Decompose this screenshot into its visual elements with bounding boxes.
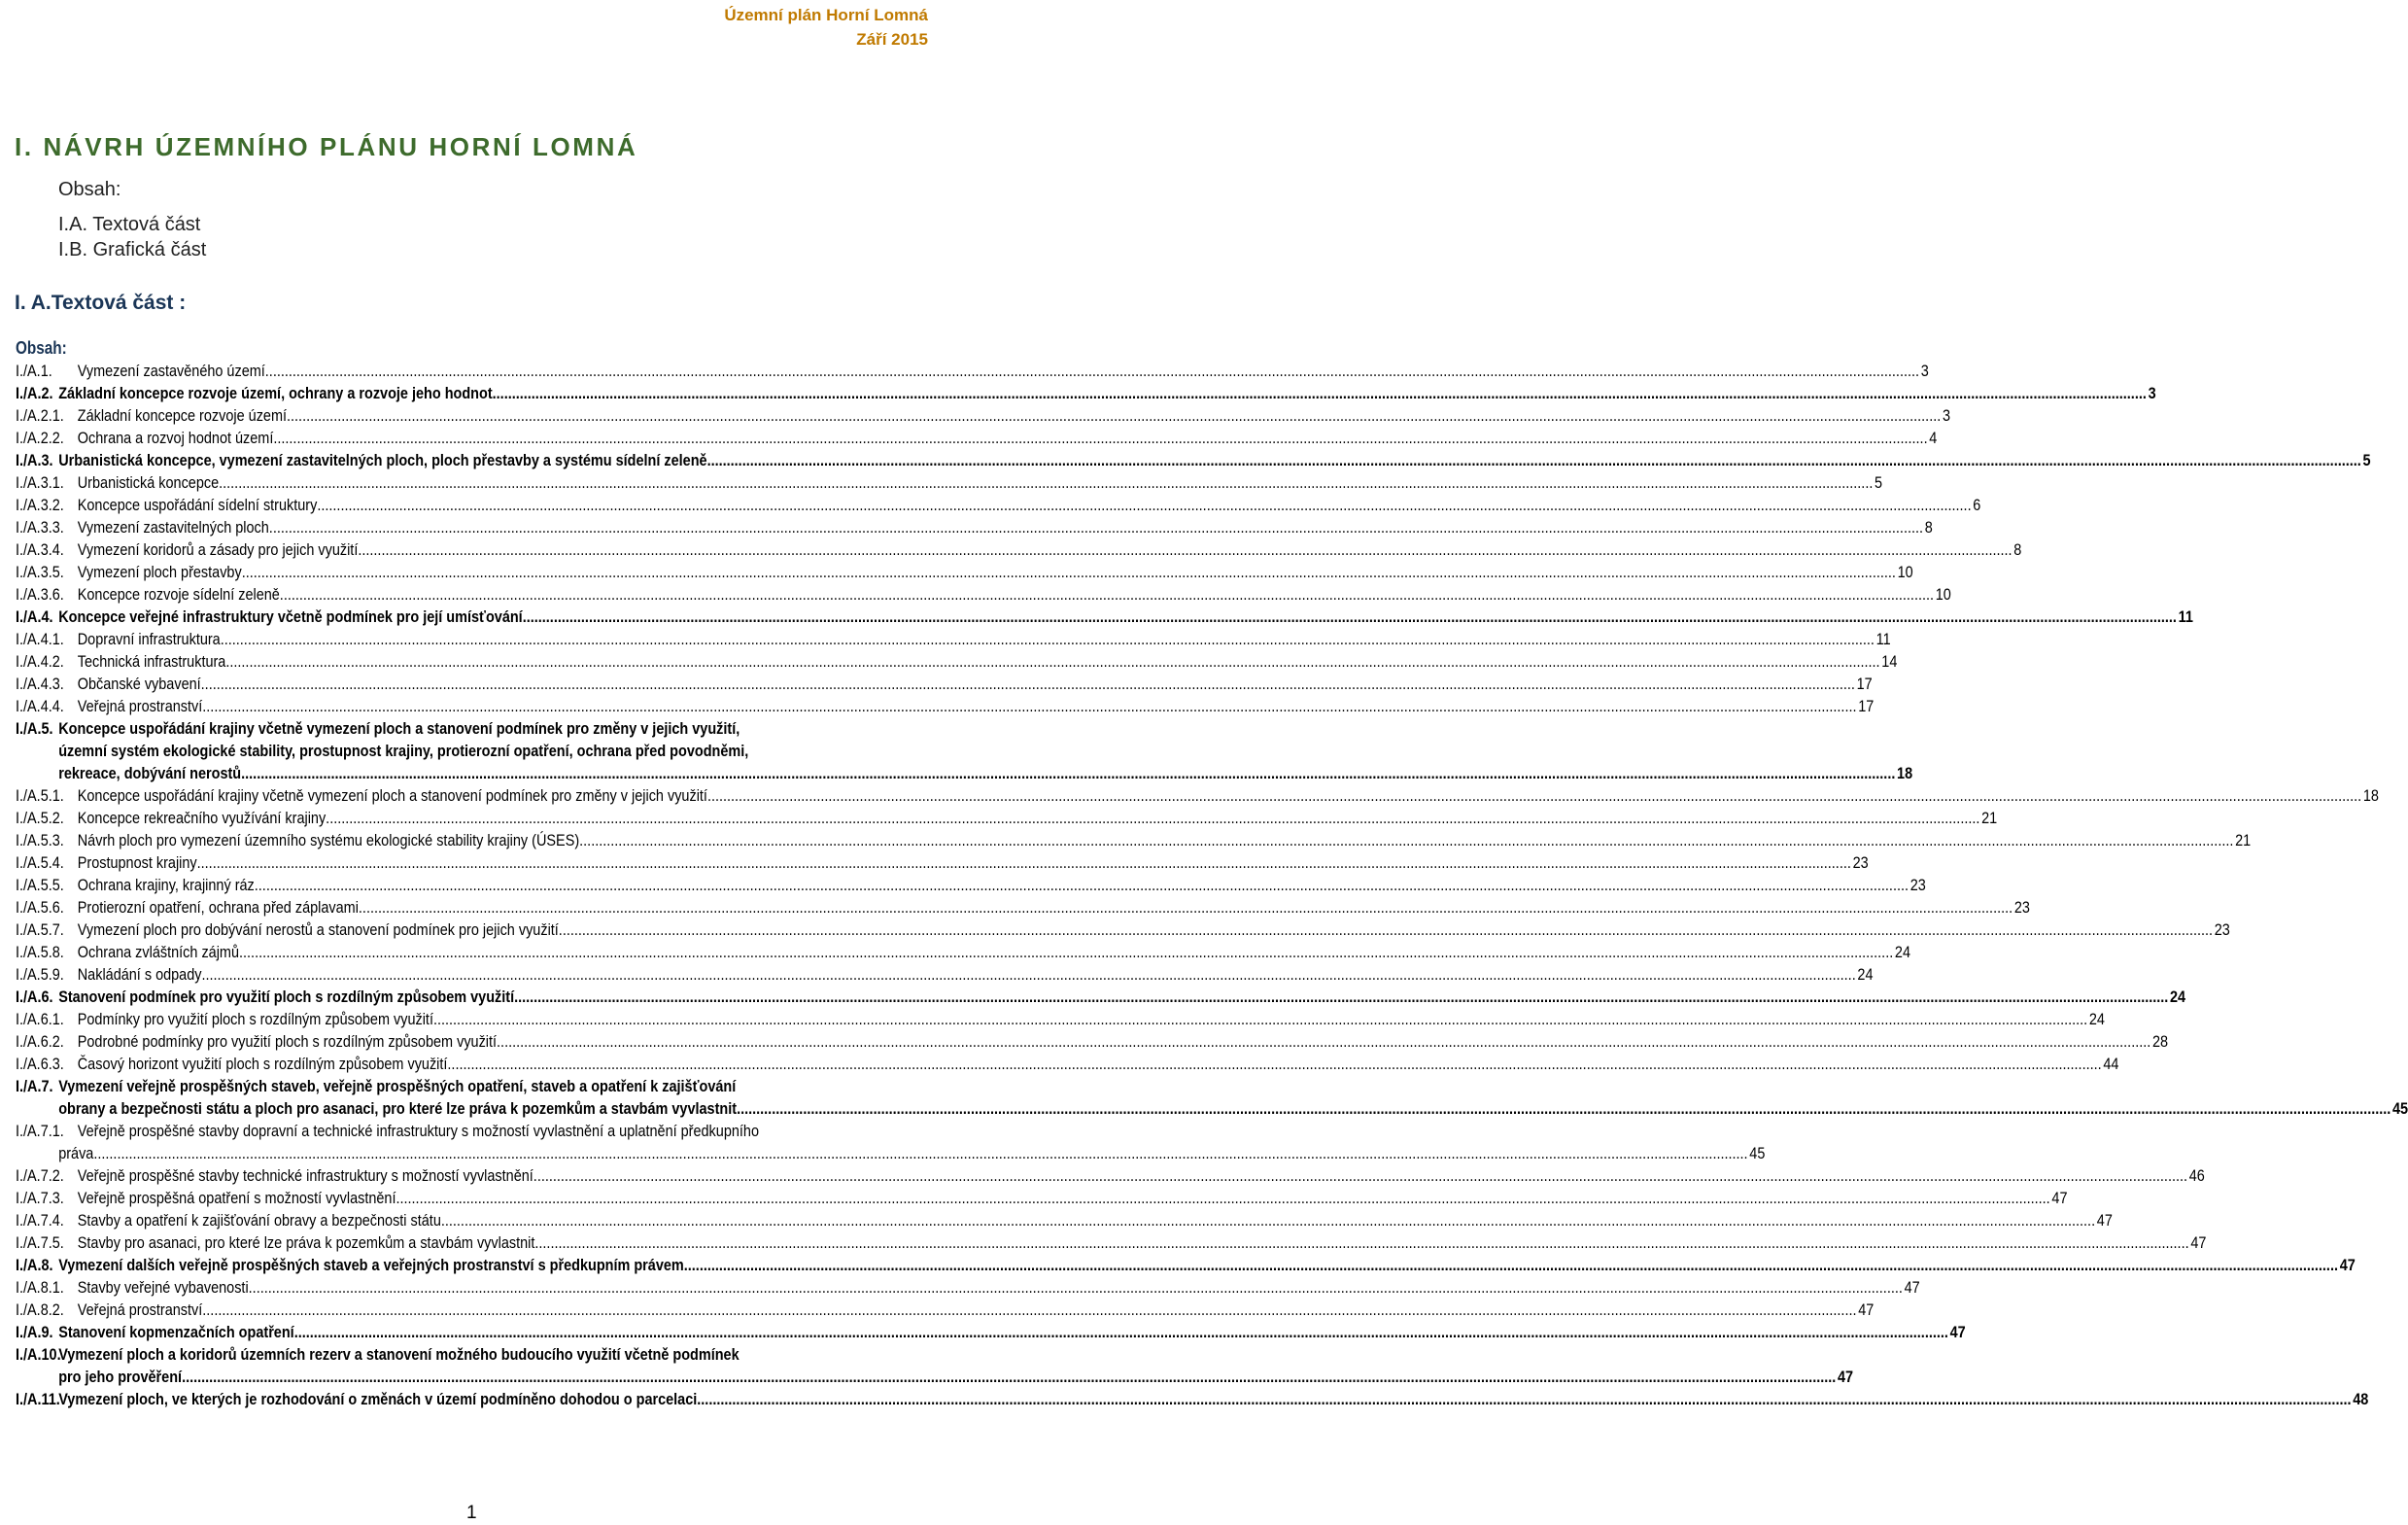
toc-entry-number: I./A.10. <box>16 1345 61 1364</box>
toc-dot-leader <box>497 1030 2150 1053</box>
toc-entry-title: Základní koncepce rozvoje území <box>77 406 288 425</box>
toc-entry-number: I./A.3.6. <box>16 585 64 604</box>
toc-entry-number: I./A.4.4. <box>16 697 64 715</box>
toc-entry-number: I./A.11. <box>16 1390 60 1408</box>
toc-entry-number: I./A.3.5. <box>16 563 64 581</box>
toc-page-number: 24 <box>1894 943 1911 961</box>
toc-entry-title: Nakládání s odpady <box>77 965 202 984</box>
toc-entry-number: I./A.5.6. <box>16 898 64 917</box>
toc-entry-title: Časový horizont využití ploch s rozdílným způsobem využití <box>77 1055 448 1073</box>
toc-entry-title-line: Vymezení veřejně prospěšných staveb, veřejně prospěšných opatření, staveb a opatření k zajišťování <box>58 1077 737 1095</box>
toc-entry[interactable] <box>16 1321 1966 1343</box>
toc-dot-leader <box>396 1187 2049 1209</box>
toc-dot-leader <box>255 874 1909 896</box>
toc-page-number: 47 <box>1904 1278 1920 1297</box>
toc-entry-title: Dopravní infrastruktura <box>77 630 221 648</box>
toc-entry-title: Ochrana zvláštních zájmů <box>77 943 240 961</box>
toc-page-number: 24 <box>2088 1010 2105 1028</box>
toc-entry[interactable] <box>16 583 1951 606</box>
toc-entry[interactable] <box>16 896 2030 918</box>
toc-entry-title: Technická infrastruktura <box>77 652 226 671</box>
toc-page-number: 24 <box>1857 965 1874 984</box>
toc-page-number: 17 <box>1856 675 1873 693</box>
toc-entry-title: Stavby pro asanaci, pro které lze práva k pozemkům a stavbám vyvlastnit <box>77 1233 535 1252</box>
toc-entry[interactable] <box>16 941 1911 963</box>
toc-entry-title: rekreace, dobývání nerostů <box>58 764 242 782</box>
toc-dot-leader <box>201 673 1855 695</box>
toc-entry-title: Koncepce uspořádání sídelní struktury <box>77 496 318 514</box>
toc-page-number: 3 <box>1942 406 1950 425</box>
toc-entry-title: Veřejně prospěšné stavby technické infrastruktury s možností vyvlastnění <box>77 1166 533 1185</box>
header-date: Září 2015 <box>856 30 928 49</box>
toc-page-number: 5 <box>1875 473 1883 492</box>
toc-entry[interactable] <box>16 494 1981 516</box>
toc-entry[interactable] <box>16 851 1869 874</box>
toc-entry[interactable] <box>16 1075 2408 1120</box>
toc-entry-number: I./A.3.3. <box>16 518 64 537</box>
toc-dot-leader <box>287 404 1941 427</box>
toc-entry[interactable] <box>16 918 2230 941</box>
toc-dot-leader <box>201 963 1855 986</box>
toc-page-number: 23 <box>2214 920 2230 939</box>
toc-entry-number: I./A.5.2. <box>16 809 64 827</box>
toc-dot-leader <box>441 1209 2095 1231</box>
toc-page-number: 14 <box>1881 652 1898 671</box>
toc-page-number: 10 <box>1897 563 1913 581</box>
toc-page-number: 46 <box>2188 1166 2205 1185</box>
toc-page-number: 6 <box>1973 496 1981 514</box>
toc-entry-number: I./A.5.3. <box>16 831 64 849</box>
toc-dot-leader <box>533 1164 2187 1187</box>
toc-page-number: 47 <box>2096 1211 2113 1230</box>
toc-entry-title: Stavby veřejné vybavenosti <box>77 1278 249 1297</box>
toc-dot-leader <box>93 1142 1747 1164</box>
toc-dot-leader <box>269 516 1923 538</box>
toc-entry-number: I./A.9. <box>16 1323 53 1341</box>
toc-entry-number: I./A.1. <box>16 362 52 380</box>
toc-entry-number: I./A.6.2. <box>16 1032 64 1051</box>
toc-dot-leader <box>707 784 2361 807</box>
toc-entry-number: I./A.5.1. <box>16 786 64 805</box>
toc-entry[interactable] <box>16 449 2371 471</box>
toc-page-number: 3 <box>1920 362 1929 380</box>
toc-entry-number: I./A.3. <box>16 451 53 469</box>
toc-dot-leader <box>202 1299 1856 1321</box>
toc-dot-leader <box>707 449 2361 471</box>
toc-entry-title: Koncepce veřejné infrastruktury včetně podmínek pro její umísťování <box>58 607 523 626</box>
toc-entry-title: Veřejně prospěšná opatření s možností vyvlastnění <box>77 1189 396 1207</box>
toc-page-number: 47 <box>2339 1256 2356 1274</box>
toc-entry[interactable] <box>16 1209 2113 1231</box>
toc-entry-title: Koncepce rozvoje sídelní zeleně <box>77 585 280 604</box>
toc-entry[interactable] <box>16 404 1950 427</box>
toc-dot-leader <box>697 1388 2351 1410</box>
toc-entry[interactable] <box>16 471 1883 494</box>
toc-entry-title: Koncepce uspořádání krajiny včetně vymezení ploch a stanovení podmínek pro změny v jejich využití <box>77 786 707 805</box>
toc-entry-number: I./A.6. <box>16 988 53 1006</box>
toc-entry-title: Stanovení podmínek pro využití ploch s rozdílným způsobem využití <box>58 988 515 1006</box>
toc-entry-number: I./A.7.2. <box>16 1166 64 1185</box>
toc-page-number: 47 <box>1858 1300 1875 1319</box>
toc-entry-number: I./A.2. <box>16 384 53 402</box>
toc-entry-number: I./A.7.4. <box>16 1211 64 1230</box>
toc-dot-leader <box>447 1053 2101 1075</box>
toc-page-number: 11 <box>1875 630 1891 648</box>
toc-page-number: 18 <box>1897 764 1913 782</box>
toc-entry-title: obrany a bezpečnosti státu a ploch pro asanaci, pro které lze práva k pozemkům a stavbám vyvlastnit <box>58 1099 738 1118</box>
toc-page-number: 8 <box>2013 540 2022 559</box>
toc-page-number: 23 <box>1909 876 1926 894</box>
toc-page-number: 10 <box>1935 585 1951 604</box>
toc-dot-leader <box>242 561 1896 583</box>
toc-entry-number: I./A.5. <box>16 719 53 738</box>
toc-entry[interactable] <box>16 382 2156 404</box>
toc-dot-leader <box>493 382 2147 404</box>
toc-page-number: 4 <box>1929 429 1938 447</box>
toc-dot-leader <box>197 851 1851 874</box>
section-subheading: I. A.Textová část : <box>15 292 187 314</box>
toc-entry-title: Návrh ploch pro vymezení územního systému ekologické stability krajiny (ÚSES) <box>77 831 580 849</box>
toc-entry-number: I./A.7. <box>16 1077 53 1095</box>
toc-list <box>16 360 2408 1410</box>
toc-page-number: 45 <box>2391 1099 2408 1118</box>
toc-entry[interactable] <box>16 1120 1766 1164</box>
toc-entry-title: Urbanistická koncepce <box>77 473 220 492</box>
toc-entry-title: pro jeho prověření <box>58 1368 183 1386</box>
toc-dot-leader <box>359 896 2012 918</box>
toc-page-number: 23 <box>2013 898 2030 917</box>
toc-entry[interactable] <box>16 561 1913 583</box>
toc-entry[interactable] <box>16 516 1933 538</box>
toc-entry-title-line: územní systém ekologické stability, prostupnost krajiny, protierozní opatření, ochrana před povodněmi, <box>58 742 749 760</box>
toc-entry[interactable] <box>16 427 1938 449</box>
toc-entry[interactable] <box>16 784 2379 807</box>
toc-dot-leader <box>280 583 1934 606</box>
toc-dot-leader <box>239 941 1893 963</box>
toc-entry-title: Základní koncepce rozvoje území, ochrany a rozvoje jeho hodnot <box>58 384 493 402</box>
toc-entry-title: Ochrana a rozvoj hodnot území <box>77 429 274 447</box>
toc-entry-number: I./A.4.1. <box>16 630 64 648</box>
toc-page-number: 5 <box>2362 451 2371 469</box>
toc-page-number: 45 <box>1749 1144 1766 1162</box>
toc-dot-leader <box>225 650 1879 673</box>
toc-entry-number: I./A.7.5. <box>16 1233 64 1252</box>
toc-dot-leader <box>294 1321 1948 1343</box>
toc-dot-leader <box>523 606 2177 628</box>
toc-page-number: 18 <box>2362 786 2379 805</box>
toc-entry-title: Vymezení zastavitelných ploch <box>77 518 269 537</box>
toc-entry-number: I./A.4. <box>16 607 53 626</box>
toc-entry[interactable] <box>16 1254 2356 1276</box>
toc-dot-leader <box>219 471 1873 494</box>
toc-dot-leader <box>737 1097 2391 1120</box>
toc-entry-title: Podmínky pro využití ploch s rozdílným způsobem využití <box>77 1010 433 1028</box>
toc-entry-number: I./A.4.2. <box>16 652 64 671</box>
toc-entry[interactable] <box>16 807 1998 829</box>
toc-entry-number: I./A.5.7. <box>16 920 64 939</box>
toc-dot-leader <box>358 538 2012 561</box>
toc-entry-number: I./A.5.5. <box>16 876 64 894</box>
toc-dot-leader <box>514 986 2168 1008</box>
toc-entry-number: I./A.8.2. <box>16 1300 64 1319</box>
toc-entry-title: Prostupnost krajiny <box>77 853 197 872</box>
toc-page-number: 47 <box>1837 1368 1854 1386</box>
toc-entry-number: I./A.7.1. <box>16 1122 64 1140</box>
toc-entry-number: I./A.3.2. <box>16 496 64 514</box>
toc-entry[interactable] <box>16 628 1891 650</box>
toc-dot-leader <box>265 360 1919 382</box>
toc-page-number: 48 <box>2353 1390 2369 1408</box>
toc-dot-leader <box>433 1008 2087 1030</box>
toc-dot-leader <box>559 918 2213 941</box>
toc-entry-title: Vymezení ploch přestavby <box>77 563 242 581</box>
toc-entry[interactable] <box>16 673 1873 695</box>
toc-page-number: 47 <box>2051 1189 2068 1207</box>
toc-dot-leader <box>241 762 1895 784</box>
toc-entry[interactable] <box>16 1164 2205 1187</box>
table-of-contents <box>16 336 2408 1410</box>
toc-entry[interactable] <box>16 986 2186 1008</box>
toc-entry-title: Veřejná prostranství <box>77 697 203 715</box>
toc-entry[interactable] <box>16 829 2252 851</box>
toc-entry[interactable] <box>16 1299 1875 1321</box>
toc-entry-title-line: Koncepce uspořádání krajiny včetně vymezení ploch a stanovení podmínek pro změny v jejich využití, <box>58 719 740 738</box>
toc-entry-title-line: Vymezení ploch a koridorů územních rezerv a stanovení možného budoucího využití včetně podmínek <box>58 1345 740 1364</box>
toc-entry[interactable] <box>16 1343 1854 1388</box>
toc-entry-number: I./A.5.8. <box>16 943 64 961</box>
header-document-name: Územní plán Horní Lomná <box>724 6 928 24</box>
toc-entry[interactable] <box>16 1276 1920 1299</box>
toc-entry-number: I./A.2.1. <box>16 406 64 425</box>
toc-entry[interactable] <box>16 1388 2369 1410</box>
toc-page-number: 44 <box>2103 1055 2119 1073</box>
toc-entry-title: Protierozní opatření, ochrana před záplavami <box>77 898 359 917</box>
contents-label: Obsah: <box>58 179 121 200</box>
toc-dot-leader <box>579 829 2233 851</box>
toc-entry-number: I./A.5.9. <box>16 965 64 984</box>
toc-entry-number: I./A.8. <box>16 1256 53 1274</box>
toc-entry-title: Stanovení kopmenzačních opatření <box>58 1323 294 1341</box>
toc-entry-number: I./A.3.4. <box>16 540 64 559</box>
toc-page-number: 17 <box>1858 697 1875 715</box>
toc-entry-title: práva <box>58 1144 94 1162</box>
toc-entry-title: Urbanistická koncepce, vymezení zastavitelných ploch, ploch přestavby a systému sídelní zeleně <box>58 451 707 469</box>
toc-entry-number: I./A.6.1. <box>16 1010 64 1028</box>
toc-entry-title: Koncepce rekreačního využívání krajiny <box>77 809 327 827</box>
toc-entry[interactable] <box>16 963 1874 986</box>
toc-entry-number: I./A.8.1. <box>16 1278 64 1297</box>
toc-entry-title: Vymezení ploch pro dobývání nerostů a stanovení podmínek pro jejich využití <box>77 920 559 939</box>
toc-entry[interactable] <box>16 695 1875 717</box>
toc-entry-title: Občanské vybavení <box>77 675 201 693</box>
toc-page-number: 23 <box>1852 853 1869 872</box>
toc-entry[interactable] <box>16 1053 2119 1075</box>
toc-entry-title: Veřejná prostranství <box>77 1300 203 1319</box>
toc-page-number: 11 <box>2178 607 2193 626</box>
toc-page-number: 24 <box>2170 988 2186 1006</box>
toc-page-number: 8 <box>1924 518 1933 537</box>
toc-entry-title: Vymezení koridorů a zásady pro jejich využití <box>77 540 359 559</box>
toc-entry[interactable] <box>16 606 2193 628</box>
toc-entry-number: I./A.6.3. <box>16 1055 64 1073</box>
toc-dot-leader <box>249 1276 1903 1299</box>
toc-entry[interactable] <box>16 1231 2207 1254</box>
toc-entry-title: Vymezení zastavěného území <box>77 362 265 380</box>
toc-dot-leader <box>684 1254 2338 1276</box>
toc-dot-leader <box>221 628 1875 650</box>
toc-page-number: 21 <box>2235 831 2252 849</box>
toc-page-number: 28 <box>2151 1032 2169 1051</box>
page-number: 1 <box>466 1503 477 1523</box>
toc-entry-title: Vymezení ploch, ve kterých je rozhodování o změnách v území podmíněno dohodou o parcelaci <box>58 1390 698 1408</box>
toc-entry[interactable] <box>16 360 1929 382</box>
toc-entry-number: I./A.2.2. <box>16 429 64 447</box>
toc-entry-title: Stavby a opatření k zajišťování obravy a bezpečnosti státu <box>77 1211 441 1230</box>
toc-dot-leader <box>326 807 1979 829</box>
toc-entry-number: I./A.7.3. <box>16 1189 64 1207</box>
toc-dot-leader <box>534 1231 2188 1254</box>
toc-entry-number: I./A.4.3. <box>16 675 64 693</box>
toc-dot-leader <box>202 695 1856 717</box>
toc-dot-leader <box>273 427 1927 449</box>
toc-entry[interactable] <box>16 538 2022 561</box>
toc-dot-leader <box>317 494 1971 516</box>
toc-entry[interactable] <box>16 717 1913 784</box>
toc-entry-title: Podrobné podmínky pro využití ploch s rozdílným způsobem využití <box>77 1032 498 1051</box>
toc-entry-title: Ochrana krajiny, krajinný ráz <box>77 876 255 894</box>
page-header <box>724 3 928 52</box>
toc-page-number: 47 <box>2190 1233 2207 1252</box>
toc-heading: Obsah: <box>16 338 67 358</box>
toc-entry[interactable] <box>16 874 1926 896</box>
toc-entry-number: I./A.5.4. <box>16 853 64 872</box>
toc-page-number: 47 <box>1949 1323 1966 1341</box>
toc-entry-number: I./A.3.1. <box>16 473 64 492</box>
toc-entry-title-line: Veřejně prospěšné stavby dopravní a technické infrastruktury s možností vyvlastnění a uplatnění předkupního <box>77 1122 759 1140</box>
toc-entry[interactable] <box>16 1008 2105 1030</box>
toc-page-number: 21 <box>1981 809 1998 827</box>
document-title: I. NÁVRH ÚZEMNÍHO PLÁNU HORNÍ LOMNÁ <box>15 132 638 161</box>
toc-page-number: 3 <box>2148 384 2156 402</box>
part-a-link: I.A. Textová část <box>58 214 201 235</box>
toc-dot-leader <box>182 1366 1836 1388</box>
toc-entry[interactable] <box>16 650 1898 673</box>
toc-entry[interactable] <box>16 1030 2169 1053</box>
toc-entry[interactable] <box>16 1187 2068 1209</box>
toc-entry-title: Vymezení dalších veřejně prospěšných staveb a veřejných prostranství s předkupním právem <box>58 1256 684 1274</box>
part-b-link: I.B. Grafická část <box>58 239 207 260</box>
